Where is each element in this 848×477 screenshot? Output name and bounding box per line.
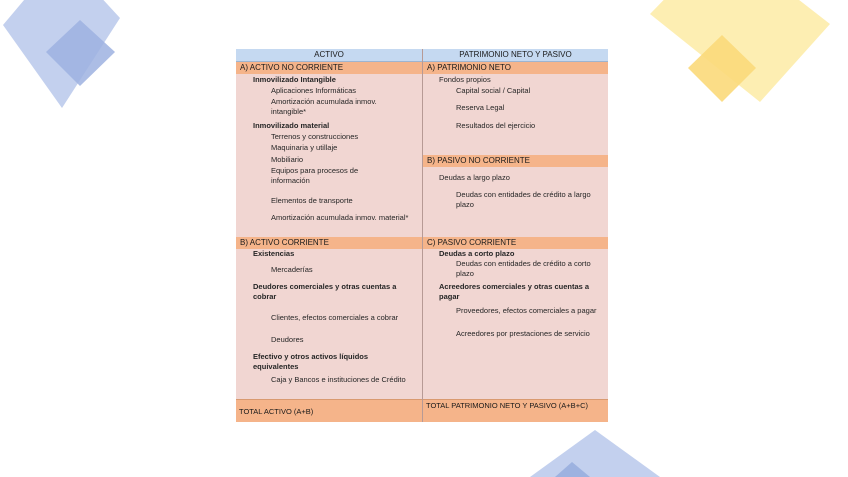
maquinaria-utillaje: Maquinaria y utillaje [271,143,338,152]
activo-no-corriente-band: A) ACTIVO NO CORRIENTE [236,62,422,74]
deudas-entidades-credito-cp: Deudas con entidades de crédito a corto plazo [456,259,591,278]
mercaderias: Mercaderías [271,265,313,274]
amortizacion-intangible: Amortización acumulada inmov. intangible* [271,97,377,116]
reserva-legal: Reserva Legal [456,103,505,112]
elementos-transporte: Elementos de transporte [271,196,353,205]
patrimonio-neto-band: A) PATRIMONIO NETO [423,62,608,74]
existencias: Existencias [253,249,295,258]
acreedores-servicios: Acreedores por prestaciones de servicio [456,329,590,338]
terrenos-construcciones: Terrenos y construcciones [271,132,359,141]
column-divider [422,49,423,422]
inmovilizado-material: Inmovilizado material [253,121,330,130]
header-patrimonio-pasivo: PATRIMONIO NETO Y PASIVO [423,49,608,62]
aplicaciones-informaticas: Aplicaciones Informáticas [271,86,357,95]
resultados-ejercicio: Resultados del ejercicio [456,121,536,130]
deudores-comerciales: Deudores comerciales y otras cuentas a cobrar [253,282,397,301]
equipos-procesos-informacion: Equipos para procesos de información [271,166,359,185]
efectivo-activos-liquidos: Efectivo y otros activos líquidos equivalentes [253,352,369,371]
total-patrimonio-pasivo: TOTAL PATRIMONIO NETO Y PASIVO (A+B+C) [423,399,608,422]
deudores: Deudores [271,335,304,344]
caja-bancos: Caja y Bancos e instituciones de Crédito [271,375,406,384]
deudas-entidades-credito-lp: Deudas con entidades de crédito a largo plazo [456,190,591,209]
deco-diamond-yellow-large [650,0,830,102]
mobiliario: Mobiliario [271,155,304,164]
fondos-propios: Fondos propios [439,75,491,84]
activo-corriente-band: B) ACTIVO CORRIENTE [236,237,422,249]
pasivo-no-corriente-band: B) PASIVO NO CORRIENTE [423,155,608,167]
proveedores: Proveedores, efectos comerciales a pagar [456,306,597,315]
capital-social: Capital social / Capital [456,86,531,95]
total-activo: TOTAL ACTIVO (A+B) [236,399,422,422]
pasivo-corriente-band: C) PASIVO CORRIENTE [423,237,608,249]
balance-sheet-table [236,49,608,422]
deudas-corto-plazo: Deudas a corto plazo [439,249,515,258]
deco-diamond-blue-bottom [530,430,660,477]
inmovilizado-intangible: Inmovilizado Intangible [253,75,336,84]
amortizacion-material: Amortización acumulada inmov. material* [271,213,409,222]
clientes-efectos: Clientes, efectos comerciales a cobrar [271,313,399,322]
deudas-largo-plazo: Deudas a largo plazo [439,173,510,182]
header-activo: ACTIVO [236,49,422,62]
acreedores-comerciales: Acreedores comerciales y otras cuentas a pagar [439,282,590,301]
